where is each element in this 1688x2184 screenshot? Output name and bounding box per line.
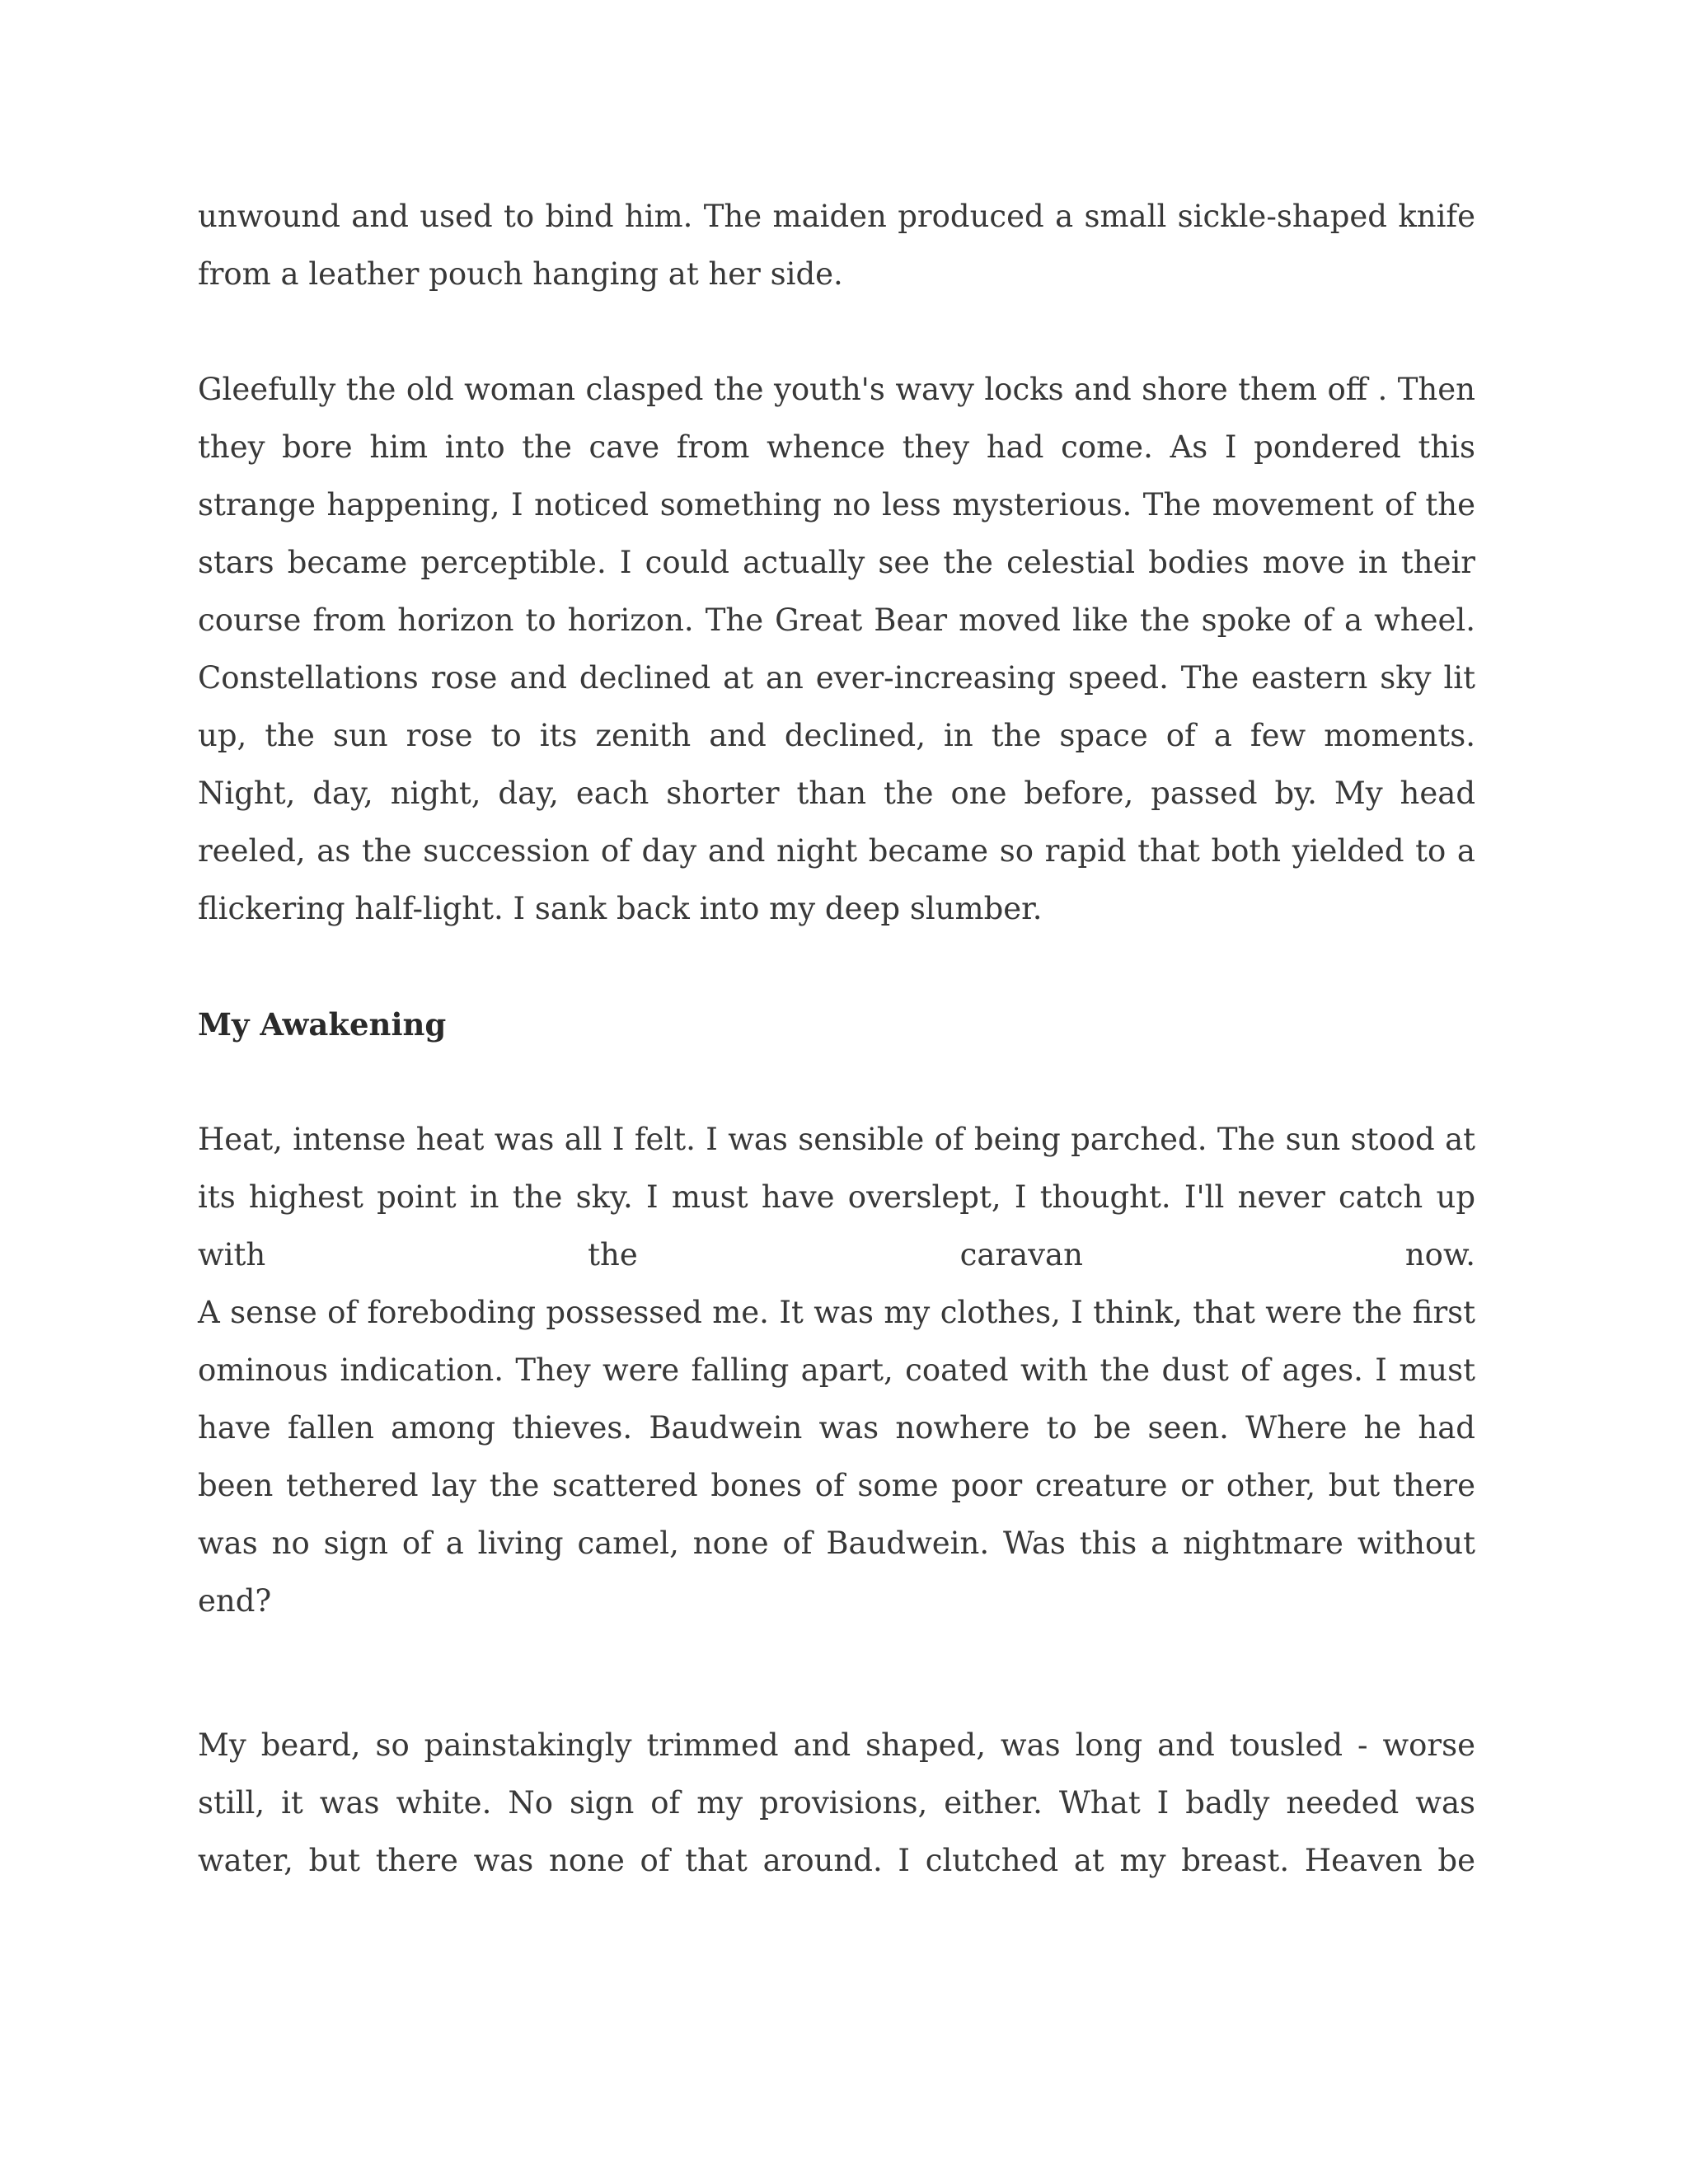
paragraph-binding-knife: unwound and used to bind him. The maiden produced a small sickle-shaped knife from a leather pouch hanging at her side. <box>198 199 1475 292</box>
paragraph-beard: My beard, so painstakingly trimmed and shaped, was long and tousled - worse still, it was white. No sign of my provisions, either. What I badly needed was water, but there was none of that around. I clutched at my breast. Heaven be <box>198 1727 1475 1878</box>
document-page <box>198 188 1475 1890</box>
paragraph-heat: Heat, intense heat was all I felt. I was sensible of being parched. The sun stood at its highest point in the sky. I must have overslept, I thought. I'll never catch up with the caravan now. <box>198 1122 1475 1272</box>
paragraph-spacer <box>198 1630 1475 1717</box>
paragraph-foreboding: A sense of foreboding possessed me. It was my clothes, I think, that were the first ominous indication. They were falling apart, coated with the dust of ages. I must have fallen among thieves. Baudwein was nowhere to be seen. Where he had been tethered lay the scattered bones of some poor creature or other, but there was no sign of a living camel, none of Baudwein. Was this a nightmare without end? <box>198 1295 1475 1619</box>
section-heading: My Awakening <box>198 1006 447 1043</box>
paragraph-spacer <box>198 1053 1475 1111</box>
paragraph-stars-moving: Gleefully the old woman clasped the youth's wavy locks and shore them off . Then they bore him into the cave from whence they had come. As I pondered this strange happening, I noticed something no less mysterious. The movement of the stars became perceptible. I could actually see the celestial bodies move in their course from horizon to horizon. The Great Bear moved like the spoke of a wheel. Constellations rose and declined at an ever-increasing speed. The eastern sky lit up, the sun rose to its zenith and declined, in the space of a few moments. <box>198 372 1475 753</box>
paragraph-night-day: Night, day, night, day, each shorter than the one before, passed by. My head reeled, as the succession of day and night became so rapid that both yielded to a flickering half-light. I sank back into my deep slumber. <box>198 776 1475 926</box>
paragraph-spacer <box>198 938 1475 996</box>
paragraph-spacer <box>198 303 1475 361</box>
